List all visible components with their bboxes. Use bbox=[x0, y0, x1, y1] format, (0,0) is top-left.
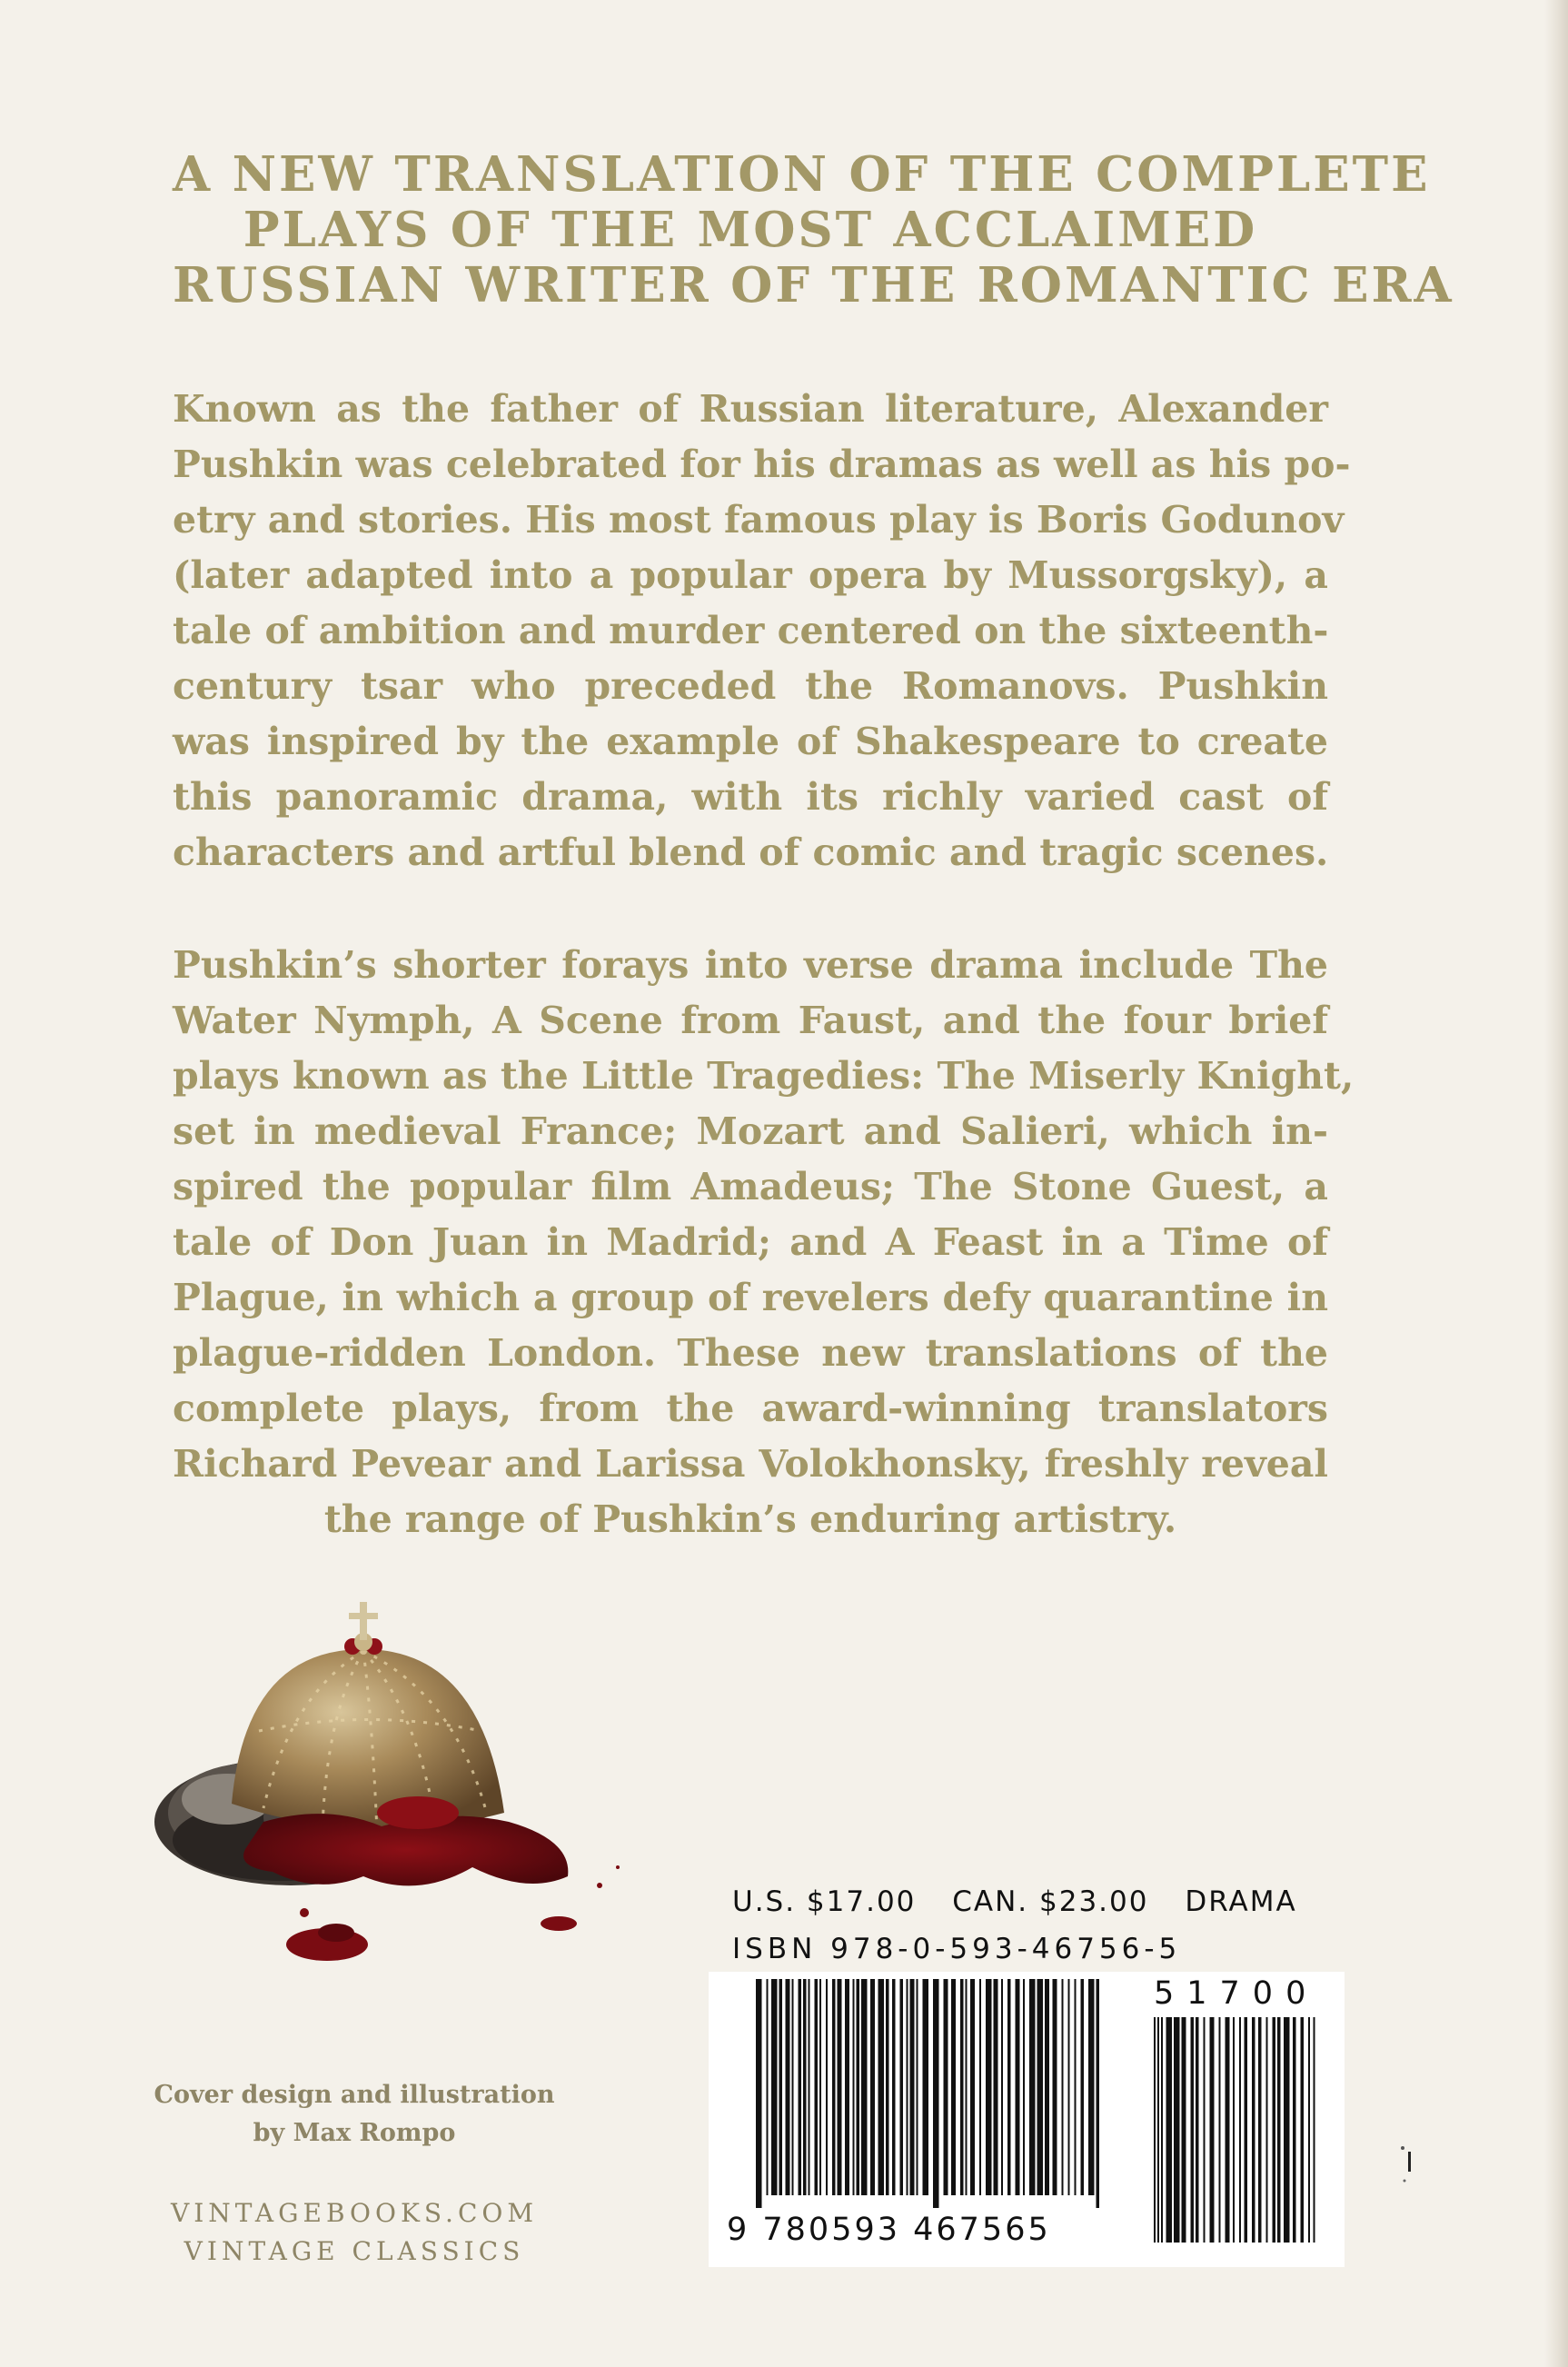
text-line: characters and artful blend of comic and tragic scenes. bbox=[173, 830, 1329, 874]
text-line: spired the popular film Amadeus; The Stone Guest, a bbox=[173, 1165, 1328, 1208]
price-addon-barcode bbox=[1154, 2017, 1326, 2255]
barcode-bar bbox=[1293, 2017, 1296, 2243]
barcode-bar bbox=[1016, 1979, 1020, 2195]
barcode-bar bbox=[1252, 2017, 1255, 2243]
barcode-bar bbox=[951, 1979, 956, 2195]
text-line: Pushkin was celebrated for his dramas as well as his po- bbox=[173, 443, 1351, 486]
barcode-bar bbox=[1068, 1979, 1070, 2195]
barcode-bar bbox=[910, 1979, 915, 2195]
barcode-bar bbox=[1029, 1979, 1036, 2195]
barcode-bar bbox=[803, 1979, 807, 2195]
barcode-bar bbox=[779, 1979, 783, 2195]
price-line bbox=[732, 1885, 1323, 1918]
credit-line: Cover design and illustration bbox=[154, 2081, 555, 2109]
barcode-bar bbox=[853, 1979, 855, 2195]
barcode-bar bbox=[826, 1979, 828, 2195]
text-line: this panoramic drama, with its richly varied cast of bbox=[173, 775, 1328, 819]
barcode-bar bbox=[917, 1979, 918, 2195]
blood-splatter bbox=[243, 1796, 620, 1961]
barcode-bar bbox=[933, 1979, 939, 2208]
barcode-bar bbox=[771, 1979, 778, 2195]
barcode-bar bbox=[1258, 2017, 1262, 2243]
barcode-bar bbox=[845, 1979, 849, 2195]
barcode-bar bbox=[960, 1979, 964, 2195]
barcode-bar bbox=[1191, 2017, 1195, 2243]
price-can: CAN. $23.00 bbox=[952, 1885, 1149, 1918]
barcode-bar bbox=[1062, 1979, 1064, 2195]
barcode-bar bbox=[809, 1979, 810, 2195]
crown-illustration bbox=[145, 1595, 636, 2022]
barcode-bar bbox=[1023, 1979, 1025, 2195]
barcode-bar bbox=[1245, 2017, 1248, 2243]
crown-cross bbox=[344, 1602, 382, 1655]
barcode-bar bbox=[1219, 2017, 1221, 2243]
barcode-bar bbox=[1266, 2017, 1268, 2243]
headline-line: RUSSIAN WRITER OF THE ROMANTIC ERA bbox=[173, 257, 1454, 313]
headline-line: A NEW TRANSLATION OF THE COMPLETE bbox=[173, 146, 1431, 203]
barcode-bar bbox=[970, 1979, 975, 2195]
barcode-bar bbox=[1007, 1979, 1011, 2195]
barcode-bar bbox=[838, 1979, 842, 2195]
barcode-bar bbox=[1277, 2017, 1281, 2243]
barcode-bar bbox=[1161, 2017, 1163, 2243]
barcode-bar bbox=[1308, 2017, 1310, 2243]
barcode-bar bbox=[792, 1979, 794, 2195]
addon-digits: 51700 bbox=[1154, 1975, 1319, 2012]
description-paragraph-1 bbox=[173, 382, 1351, 880]
barcode-bar bbox=[1233, 2017, 1235, 2243]
barcode-bar bbox=[815, 1979, 819, 2195]
description-paragraph-2 bbox=[173, 938, 1355, 1547]
text-line: Known as the father of Russian literature, Alexander bbox=[173, 387, 1328, 431]
barcode-bar bbox=[923, 1979, 929, 2195]
headline-line: PLAYS OF THE MOST ACCLAIMED bbox=[243, 202, 1258, 258]
barcode-bar bbox=[944, 1979, 948, 2195]
barcode-bar bbox=[900, 1979, 904, 2195]
text-line: tale of ambition and murder centered on the sixteenth- bbox=[173, 609, 1329, 652]
barcode-bar bbox=[878, 1979, 885, 2195]
text-line: (later adapted into a popular opera by Mussorgsky), a bbox=[173, 553, 1328, 597]
barcode-bar bbox=[1204, 2017, 1206, 2243]
barcode-bar bbox=[861, 1979, 868, 2195]
barcode-bar bbox=[1273, 2017, 1276, 2243]
barcode-bar bbox=[857, 1979, 860, 2195]
barcode-bar bbox=[819, 1979, 821, 2195]
text-line: century tsar who preceded the Romanovs. Pushkin bbox=[173, 664, 1328, 708]
barcode-bar bbox=[1182, 2017, 1186, 2243]
barcode-bar bbox=[994, 1979, 998, 2195]
text-line: plays known as the Little Tragedies: The Miserly Knight, bbox=[173, 1054, 1355, 1098]
page-edge-shadow bbox=[1544, 0, 1568, 2367]
price-us: U.S. $17.00 bbox=[732, 1885, 917, 1918]
barcode-bar bbox=[1157, 2017, 1159, 2243]
barcode-bar bbox=[767, 1979, 769, 2195]
ean-barcode bbox=[756, 1979, 1110, 2208]
publisher-footer bbox=[145, 2194, 563, 2271]
barcode-bar bbox=[1037, 1979, 1044, 2195]
barcode-bar bbox=[1301, 2017, 1305, 2243]
crown-dome bbox=[232, 1649, 504, 1829]
barcode-bar bbox=[1196, 2017, 1199, 2243]
barcode-bar bbox=[1210, 2017, 1215, 2243]
barcode-bar bbox=[1239, 2017, 1241, 2243]
text-line: Pushkin’s shorter forays into verse drama include The bbox=[173, 943, 1328, 987]
barcode-bar bbox=[786, 1979, 790, 2195]
barcode-bar bbox=[1081, 1979, 1085, 2195]
text-line: etry and stories. His most famous play is Boris Godunov bbox=[173, 498, 1345, 542]
text-line: plague-ridden London. These new translations of the bbox=[173, 1331, 1328, 1375]
barcode-panel bbox=[709, 1972, 1345, 2267]
barcode-bar bbox=[832, 1979, 836, 2195]
isbn-number: ISBN 978-0-593-46756-5 bbox=[732, 1933, 1182, 1965]
text-line: complete plays, from the award-winning translators bbox=[173, 1387, 1328, 1430]
barcode-bar bbox=[1154, 2017, 1156, 2243]
barcode-bar bbox=[1166, 2017, 1173, 2243]
barcode-bar bbox=[892, 1979, 896, 2195]
website-link[interactable]: VINTAGEBOOKS.COM bbox=[170, 2198, 538, 2228]
text-line: the range of Pushkin’s enduring artistry. bbox=[323, 1497, 1177, 1541]
barcode-bar bbox=[979, 1979, 981, 2195]
text-line: Richard Pevear and Larissa Volokhonsky, freshly reveal bbox=[173, 1442, 1328, 1486]
imprint-name: VINTAGE CLASSICS bbox=[184, 2236, 525, 2266]
barcode-bar bbox=[1226, 2017, 1230, 2243]
text-line: Water Nymph, A Scene from Faust, and the four brief bbox=[173, 999, 1328, 1042]
barcode-bar bbox=[966, 1979, 968, 2195]
barcode-bar bbox=[1053, 1979, 1057, 2195]
barcode-bar bbox=[907, 1979, 908, 2195]
barcode-bar bbox=[886, 1979, 889, 2195]
barcode-digits: 9 780593 467565 bbox=[727, 2212, 1051, 2248]
barcode-bar bbox=[1001, 1979, 1003, 2195]
print-specks bbox=[1399, 2144, 1417, 2199]
barcode-bar bbox=[1314, 2017, 1315, 2243]
barcode-bar bbox=[799, 1979, 802, 2195]
headline bbox=[173, 146, 1454, 313]
barcode-bar bbox=[870, 1979, 875, 2195]
barcode-bar bbox=[986, 1979, 992, 2195]
text-line: set in medieval France; Mozart and Salieri, which in- bbox=[173, 1109, 1328, 1153]
text-line: was inspired by the example of Shakespeare to create bbox=[173, 720, 1328, 763]
barcode-bar bbox=[1284, 2017, 1290, 2243]
genre-category: DRAMA bbox=[1185, 1885, 1297, 1918]
credit-line: by Max Rompo bbox=[253, 2119, 456, 2147]
text-line: tale of Don Juan in Madrid; and A Feast in a Time of bbox=[173, 1220, 1328, 1264]
barcode-bar bbox=[1174, 2017, 1180, 2243]
barcode-bar bbox=[756, 1979, 762, 2208]
barcode-bar bbox=[1097, 1979, 1100, 2208]
cover-credit bbox=[145, 2076, 563, 2153]
barcode-bar bbox=[1088, 1979, 1095, 2195]
text-line: Plague, in which a group of revelers defy quarantine in bbox=[173, 1276, 1328, 1319]
barcode-bar bbox=[1045, 1979, 1049, 2195]
barcode-bar bbox=[1075, 1979, 1077, 2195]
